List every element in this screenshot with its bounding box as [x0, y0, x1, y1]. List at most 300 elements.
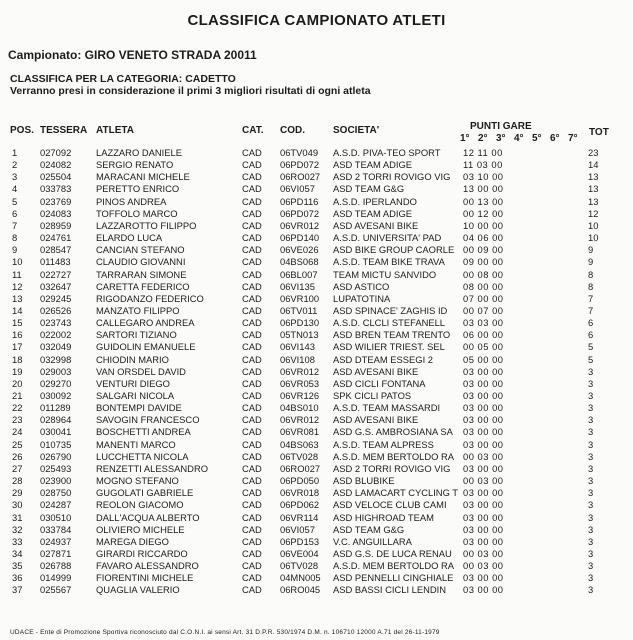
row-atleta: ELARDO LUCA — [96, 232, 163, 244]
row-atleta: TARRARAN SIMONE — [96, 268, 187, 280]
table-row — [0, 281, 633, 293]
row-tessera: 014999 — [40, 572, 72, 584]
row-pos: 35 — [12, 560, 23, 572]
row-tot: 10 — [588, 232, 599, 244]
category-label: CLASSIFICA PER LA CATEGORIA: CADETTO — [10, 73, 236, 85]
table-row — [0, 196, 633, 208]
row-tessera: 033783 — [40, 183, 72, 195]
row-tessera: 023743 — [40, 317, 72, 329]
row-atleta: QUAGLIA VALERIO — [96, 584, 180, 596]
row-cat: CAD — [242, 414, 262, 426]
row-cod: 06TV011 — [280, 304, 318, 316]
row-tot: 8 — [588, 268, 594, 280]
row-atleta: LUCCHETTA NICOLA — [96, 450, 189, 462]
row-tot: 3 — [588, 377, 594, 389]
row-tessera: 029270 — [40, 377, 72, 389]
table-row — [0, 159, 633, 171]
row-cat: CAD — [242, 183, 262, 195]
row-tot: 7 — [588, 292, 594, 304]
row-societa: ASD AVESANI BIKE — [333, 219, 419, 231]
row-societa: ASD TEAM G&G — [333, 183, 405, 195]
row-punti: 00 12 00 — [463, 207, 504, 219]
row-atleta: CALLEGARO ANDREA — [96, 317, 195, 329]
row-cat: CAD — [242, 353, 262, 365]
header-punti-gare: PUNTI GARE — [470, 121, 532, 132]
row-punti: 00 13 00 — [463, 195, 504, 207]
row-punti: 00 03 00 — [463, 475, 504, 487]
row-cod: 06PD153 — [280, 535, 320, 547]
row-cat: CAD — [242, 560, 262, 572]
row-societa: ASD G.S. DE LUCA RENAU — [333, 547, 452, 559]
row-tot: 6 — [588, 329, 594, 341]
row-cod: 06VR053 — [280, 377, 320, 389]
table-row — [0, 220, 633, 232]
row-cat: CAD — [242, 280, 262, 292]
row-societa: A.S.D. IPERLANDO — [333, 195, 417, 207]
row-punti: 00 03 00 — [463, 560, 504, 572]
row-pos: 16 — [12, 329, 23, 341]
row-cat: CAD — [242, 304, 262, 316]
row-pos: 28 — [12, 475, 23, 487]
row-societa: ASD ASTICO — [333, 280, 390, 292]
table-row — [0, 232, 633, 244]
row-cat: CAD — [242, 511, 262, 523]
row-societa: A.S.D. TEAM BIKE TRAVA — [333, 256, 445, 268]
row-punti: 03 00 00 — [463, 414, 504, 426]
row-atleta: MANZATO FILIPPO — [96, 304, 180, 316]
row-societa: ASD WILIER TRIEST. SEL — [333, 341, 445, 353]
table-row — [0, 524, 633, 536]
row-tessera: 025493 — [40, 462, 72, 474]
row-punti: 03 03 00 — [463, 317, 504, 329]
row-cat: CAD — [242, 547, 262, 559]
row-pos: 3 — [12, 171, 18, 183]
table-row — [0, 536, 633, 548]
table-row — [0, 451, 633, 463]
row-punti: 07 00 00 — [463, 292, 504, 304]
row-cat: CAD — [242, 292, 262, 304]
table-row — [0, 341, 633, 353]
race-num: 7° — [568, 133, 578, 144]
row-cod: 06BL007 — [280, 268, 318, 280]
row-societa: ASD G.S. AMBROSIANA SA — [333, 426, 453, 438]
row-atleta: CANCIAN STEFANO — [96, 244, 185, 256]
row-atleta: CLAUDIO GIOVANNI — [96, 256, 186, 268]
row-tessera: 011483 — [40, 256, 71, 268]
row-punti: 09 00 00 — [463, 256, 504, 268]
table-row — [0, 354, 633, 366]
row-tot: 3 — [588, 523, 594, 535]
row-pos: 14 — [12, 304, 23, 316]
row-atleta: FAVARO ALESSANDRO — [96, 560, 199, 572]
row-atleta: FIORENTINI MICHELE — [96, 572, 194, 584]
row-punti: 10 00 00 — [463, 219, 504, 231]
row-tot: 3 — [588, 450, 594, 462]
row-punti: 03 00 00 — [463, 438, 504, 450]
row-cat: CAD — [242, 365, 262, 377]
table-row — [0, 584, 633, 596]
row-tot: 3 — [588, 390, 594, 401]
row-societa: ASD HIGHROAD TEAM — [333, 511, 434, 523]
table-row — [0, 475, 633, 487]
row-tessera: 028750 — [40, 487, 72, 499]
row-pos: 22 — [12, 402, 23, 414]
row-societa: A.S.D. CLCLI STEFANELL — [333, 317, 446, 329]
row-cod: 06VR126 — [280, 390, 320, 401]
row-pos: 21 — [12, 390, 23, 401]
row-punti: 08 00 00 — [463, 280, 504, 292]
row-cat: CAD — [242, 219, 262, 231]
row-tessera: 023769 — [40, 195, 72, 207]
row-tot: 3 — [588, 572, 594, 584]
row-cat: CAD — [242, 171, 262, 183]
row-tot: 13 — [588, 195, 599, 207]
row-tessera: 025567 — [40, 584, 72, 596]
row-cat: CAD — [242, 159, 262, 171]
row-punti: 06 00 00 — [463, 329, 504, 341]
row-societa: ASD LAMACART CYCLING T — [333, 487, 459, 499]
table-row — [0, 414, 633, 426]
row-atleta: CHIODIN MARIO — [96, 353, 169, 365]
table-row — [0, 499, 633, 511]
header-cod: COD. — [280, 125, 305, 136]
row-pos: 8 — [12, 232, 18, 244]
row-atleta: SAVOGIN FRANCESCO — [96, 414, 200, 426]
row-atleta: PERETTO ENRICO — [96, 183, 180, 195]
row-societa: ASD BASSI CICLI LENDIN — [333, 584, 447, 596]
row-pos: 18 — [12, 353, 23, 365]
table-row — [0, 402, 633, 414]
row-pos: 11 — [12, 268, 22, 280]
row-cod: 04BS068 — [280, 256, 319, 268]
row-tessera: 032049 — [40, 341, 72, 353]
row-societa: ASD TEAM ADIGE — [333, 159, 413, 171]
row-tessera: 027092 — [40, 147, 72, 158]
row-pos: 12 — [12, 280, 23, 292]
row-cat: CAD — [242, 462, 262, 474]
row-tot: 3 — [588, 499, 594, 511]
row-cat: CAD — [242, 329, 262, 341]
row-punti: 03 00 00 — [463, 390, 504, 401]
header-tessera: TESSERA — [40, 125, 88, 136]
row-cat: CAD — [242, 402, 262, 414]
row-pos: 25 — [12, 438, 23, 450]
row-tessera: 026788 — [40, 560, 72, 572]
row-societa: LUPATOTINA — [333, 292, 391, 304]
row-pos: 36 — [12, 572, 23, 584]
row-atleta: SARTORI TIZIANO — [96, 329, 177, 341]
row-cat: CAD — [242, 535, 262, 547]
row-societa: ASD TEAM ADIGE — [333, 207, 413, 219]
row-cat: CAD — [242, 147, 262, 158]
table-row — [0, 390, 633, 402]
row-societa: A.S.D. PIVA-TEO SPORT — [333, 147, 441, 158]
row-pos: 15 — [12, 317, 23, 329]
row-cat: CAD — [242, 487, 262, 499]
table-row — [0, 487, 633, 499]
row-atleta: VAN ORSDEL DAVID — [96, 365, 186, 377]
race-num: 1° — [460, 133, 470, 144]
row-atleta: GIRARDI RICCARDO — [96, 547, 188, 559]
row-tessera: 028964 — [40, 414, 72, 426]
row-tessera: 029003 — [40, 365, 72, 377]
row-cat: CAD — [242, 499, 262, 511]
row-tot: 12 — [588, 207, 599, 219]
row-societa: ASD SPINACE' ZAGHIS ID — [333, 304, 448, 316]
row-pos: 1 — [12, 147, 18, 158]
row-societa: ASD AVESANI BIKE — [333, 414, 419, 426]
row-tot: 3 — [588, 547, 594, 559]
row-atleta: SALGARI NICOLA — [96, 390, 175, 401]
row-cat: CAD — [242, 377, 262, 389]
row-societa: V.C. ANGUILLARA — [333, 535, 412, 547]
header-pos: POS. — [10, 125, 34, 136]
row-tot: 3 — [588, 560, 594, 572]
race-num: 5° — [532, 133, 542, 144]
row-societa: ASD TEAM G&G — [333, 523, 405, 535]
row-atleta: GUIDOLIN EMANUELE — [96, 341, 196, 353]
row-tessera: 024761 — [40, 232, 72, 244]
row-cat: CAD — [242, 341, 262, 353]
row-societa: A.S.D. UNIVERSITA' PAD — [333, 232, 442, 244]
row-tessera: 028547 — [40, 244, 72, 256]
row-tessera: 030510 — [40, 511, 72, 523]
race-num: 3° — [496, 133, 506, 144]
row-tot: 3 — [588, 414, 594, 426]
row-punti: 00 07 00 — [463, 304, 504, 316]
row-cod: 06PD130 — [280, 317, 320, 329]
header-cat: CAT. — [242, 125, 264, 136]
row-cod: 06VR012 — [280, 414, 320, 426]
championship-label: Campionato: GIRO VENETO STRADA 20011 — [8, 48, 257, 62]
row-tessera: 030041 — [40, 426, 72, 438]
note-text: Verranno presi in considerazione il primi 3 migliori risultati di ogni atleta — [10, 85, 371, 97]
row-tot: 3 — [588, 402, 594, 414]
row-atleta: PINOS ANDREA — [96, 195, 167, 207]
row-pos: 30 — [12, 499, 23, 511]
table-row — [0, 293, 633, 305]
table-row — [0, 147, 633, 159]
row-cod: 06PD140 — [280, 232, 320, 244]
row-tot: 9 — [588, 244, 594, 256]
row-tessera: 026526 — [40, 304, 72, 316]
row-tot: 3 — [588, 462, 594, 474]
row-tot: 5 — [588, 353, 594, 365]
row-punti: 04 06 00 — [463, 232, 504, 244]
row-cod: 06PD062 — [280, 499, 320, 511]
row-punti: 03 00 00 — [463, 511, 504, 523]
row-cat: CAD — [242, 572, 262, 584]
row-cat: CAD — [242, 426, 262, 438]
row-atleta: DALL'ACQUA ALBERTO — [96, 511, 200, 523]
row-tot: 3 — [588, 511, 594, 523]
row-punti: 11 03 00 — [463, 159, 503, 171]
row-punti: 03 00 00 — [463, 426, 504, 438]
row-tessera: 024083 — [40, 207, 72, 219]
row-societa: ASD BREN TEAM TRENTO — [333, 329, 451, 341]
row-societa: ASD CICLI FONTANA — [333, 377, 426, 389]
row-cod: 06VR018 — [280, 487, 320, 499]
row-pos: 7 — [12, 219, 18, 231]
row-punti: 00 05 00 — [463, 341, 504, 353]
row-cat: CAD — [242, 232, 262, 244]
row-cod: 06VE026 — [280, 244, 319, 256]
row-cod: 06RO045 — [280, 584, 321, 596]
row-tessera: 025504 — [40, 171, 72, 183]
row-societa: ASD DTEAM ESSEGI 2 — [333, 353, 434, 365]
table-row — [0, 208, 633, 220]
row-punti: 03 00 00 — [463, 499, 504, 511]
row-societa: SPK CICLI PATOS — [333, 390, 412, 401]
row-cat: CAD — [242, 244, 262, 256]
row-atleta: MAREGA DIEGO — [96, 535, 169, 547]
row-pos: 27 — [12, 462, 23, 474]
row-societa: ASD VELOCE CLUB CAMI — [333, 499, 447, 511]
row-tot: 6 — [588, 317, 594, 329]
table-row — [0, 317, 633, 329]
header-societa: SOCIETA' — [333, 125, 380, 136]
table-row — [0, 378, 633, 390]
row-tot: 3 — [588, 535, 594, 547]
row-cod: 06TV049 — [280, 147, 319, 158]
table-row — [0, 572, 633, 584]
row-cod: 06PD050 — [280, 475, 320, 487]
row-cat: CAD — [242, 390, 262, 401]
row-cod: 06PD072 — [280, 159, 320, 171]
row-cod: 06VR081 — [280, 426, 320, 438]
row-punti: 05 00 00 — [463, 353, 504, 365]
row-pos: 20 — [12, 377, 23, 389]
table-row — [0, 269, 633, 281]
row-cod: 06TV028 — [280, 560, 319, 572]
row-societa: TEAM MICTU SANVIDO — [333, 268, 437, 280]
row-cat: CAD — [242, 523, 262, 535]
row-cat: CAD — [242, 450, 262, 462]
row-cod: 06PD116 — [280, 195, 319, 207]
row-pos: 10 — [12, 256, 23, 268]
table-row — [0, 256, 633, 268]
row-cat: CAD — [242, 475, 262, 487]
row-societa: ASD 2 TORRI ROVIGO VIG — [333, 171, 451, 183]
row-tot: 9 — [588, 256, 594, 268]
row-punti: 03 00 00 — [463, 584, 504, 596]
row-cod: 06VR100 — [280, 292, 320, 304]
row-tot: 3 — [588, 426, 594, 438]
race-num: 6° — [550, 133, 560, 144]
row-cod: 06VI108 — [280, 353, 315, 365]
row-punti: 00 03 00 — [463, 547, 504, 559]
row-punti: 03 00 00 — [463, 572, 504, 584]
race-num: 2° — [478, 133, 488, 144]
row-tessera: 011289 — [40, 402, 71, 414]
row-punti: 00 08 00 — [463, 268, 504, 280]
row-punti: 00 03 00 — [463, 450, 504, 462]
row-tot: 14 — [588, 159, 599, 171]
row-pos: 24 — [12, 426, 23, 438]
row-cod: 06TV028 — [280, 450, 319, 462]
row-atleta: MOGNO STEFANO — [96, 475, 179, 487]
row-cod: 06VI143 — [280, 341, 315, 353]
row-tot: 7 — [588, 304, 594, 316]
row-cat: CAD — [242, 438, 262, 450]
row-pos: 2 — [12, 159, 18, 171]
header-tot: TOT — [589, 127, 609, 138]
table-row — [0, 183, 633, 195]
row-tessera: 028959 — [40, 219, 72, 231]
row-tessera: 022002 — [40, 329, 72, 341]
row-tessera: 030092 — [40, 390, 72, 401]
row-atleta: GUGOLATI GABRIELE — [96, 487, 194, 499]
footer-note: UDACE - Ente di Promozione Sportiva riconosciuto dal C.O.N.I. ai sensi Art. 31 D.P.R. 530/1974 D.M. n. 106710 12000 A.71 del 26-11-1979 — [10, 629, 440, 636]
row-cod: 06RO027 — [280, 462, 321, 474]
row-tessera: 024287 — [40, 499, 72, 511]
row-punti: 03 00 00 — [463, 535, 504, 547]
row-atleta: MANENTI MARCO — [96, 438, 176, 450]
row-atleta: RENZETTI ALESSANDRO — [96, 462, 209, 474]
row-tot: 3 — [588, 365, 594, 377]
row-pos: 29 — [12, 487, 23, 499]
row-punti: 12 11 00 — [463, 147, 503, 158]
row-atleta: MARACANI MICHELE — [96, 171, 190, 183]
row-cat: CAD — [242, 207, 262, 219]
row-cod: 06VI057 — [280, 183, 315, 195]
row-societa: ASD AVESANI BIKE — [333, 365, 419, 377]
row-societa: ASD PENNELLI CINGHIALE — [333, 572, 454, 584]
row-punti: 03 00 00 — [463, 523, 504, 535]
row-tessera: 026790 — [40, 450, 72, 462]
row-tot: 13 — [588, 171, 599, 183]
row-cod: 06VR012 — [280, 219, 320, 231]
row-tessera: 024082 — [40, 159, 72, 171]
row-tot: 23 — [588, 147, 599, 158]
row-tot: 5 — [588, 341, 594, 353]
row-societa: A.S.D. TEAM MASSARDI — [333, 402, 441, 414]
row-cod: 06VI057 — [280, 523, 315, 535]
row-cod: 06RO027 — [280, 171, 321, 183]
row-pos: 19 — [12, 365, 23, 377]
row-tessera: 033784 — [40, 523, 72, 535]
row-cod: 06VR114 — [280, 511, 319, 523]
table-row — [0, 439, 633, 451]
row-pos: 32 — [12, 523, 23, 535]
row-tessera: 010735 — [40, 438, 72, 450]
row-cat: CAD — [242, 268, 262, 280]
row-cat: CAD — [242, 256, 262, 268]
row-societa: ASD BLUBIKE — [333, 475, 395, 487]
row-tot: 3 — [588, 475, 594, 487]
row-tessera: 032998 — [40, 353, 72, 365]
row-cod: 04BS063 — [280, 438, 319, 450]
row-cat: CAD — [242, 584, 262, 596]
table-row — [0, 366, 633, 378]
page-title: CLASSIFICA CAMPIONATO ATLETI — [187, 12, 446, 29]
row-tessera: 022727 — [40, 268, 72, 280]
row-atleta: OLIVIERO MICHELE — [96, 523, 185, 535]
row-atleta: BOSCHETTI ANDREA — [96, 426, 191, 438]
row-tot: 13 — [588, 183, 599, 195]
table-row — [0, 329, 633, 341]
row-tessera: 032647 — [40, 280, 72, 292]
row-cod: 05TN013 — [280, 329, 319, 341]
header-atleta: ATLETA — [96, 125, 134, 136]
row-tot: 3 — [588, 584, 594, 596]
row-cat: CAD — [242, 317, 262, 329]
row-atleta: REOLON GIACOMO — [96, 499, 184, 511]
table-row — [0, 463, 633, 475]
row-cod: 06VR012 — [280, 365, 320, 377]
row-atleta: RIGODANZO FEDERICO — [96, 292, 204, 304]
row-societa: ASD BIKE GROUP CAORLE — [333, 244, 455, 256]
